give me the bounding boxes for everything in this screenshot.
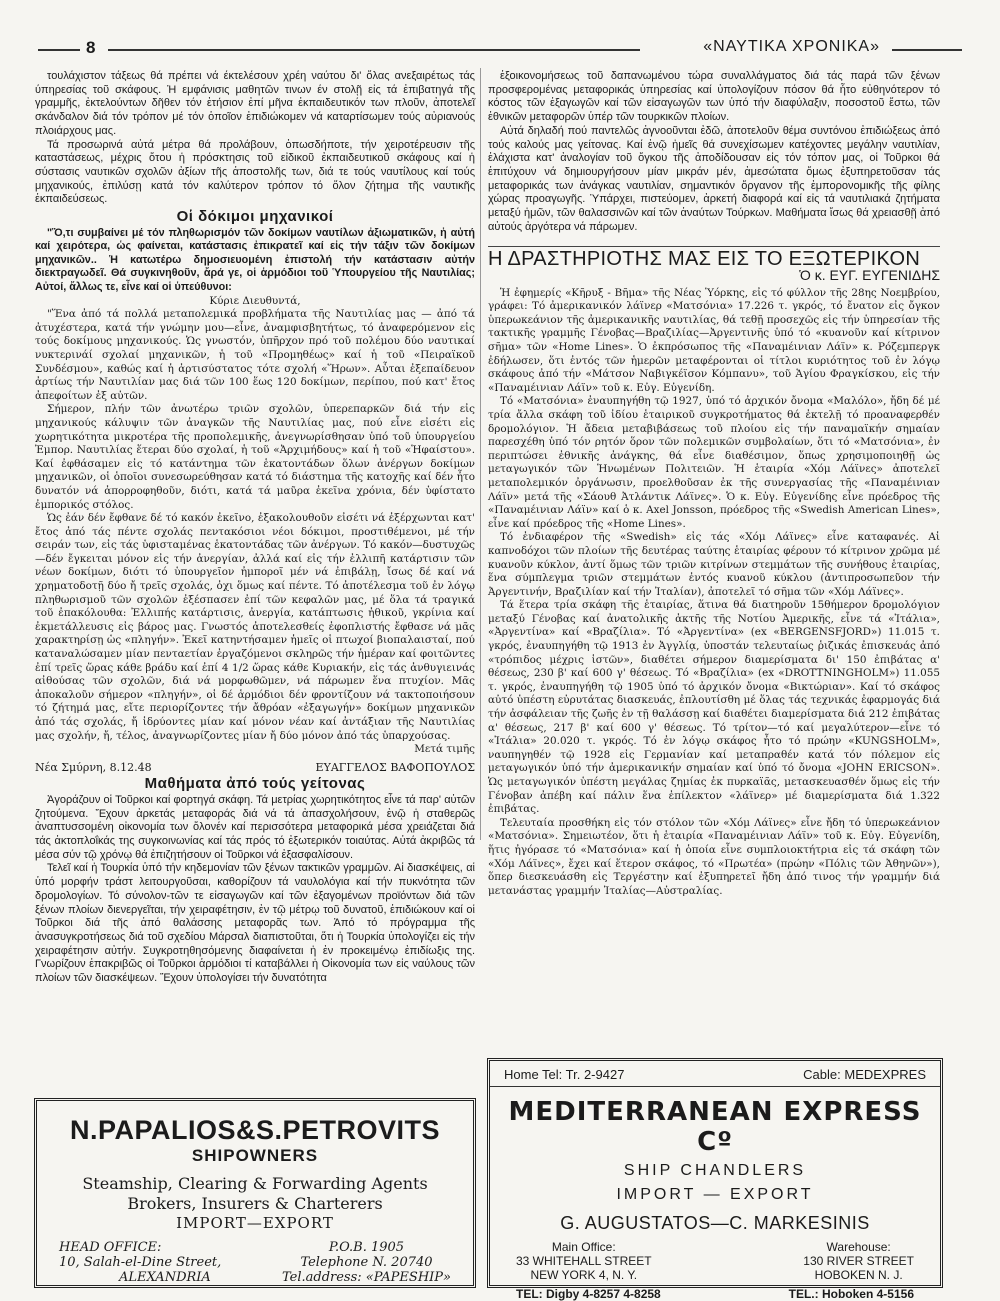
- paragraph: τουλάχιστον τάξεως θά πρέπει νά έκτελέσουν χρέη ναύτου δι' ὅλας ανεξαιρέτως τάς ύπηρεσίας τοῦ σκάφους. Ἡ εμφάνισις μαθητῶν τινων έν στολῇ εἰς τά ἐπιβατηγά τῆς γραμμῆς, ἐκτελούντων δῆθεν τόν ἐτήσιον ἐπί μῆνα ἐκπαιδευτικόν των πλοῦν, ἀποτελεῖ σκάνδαλον διά τόν τρόπον μέ τόν ὁποῖον ἐπιδιώκομεν νά καταρτίσωμεν τούς αὐριανούς πλοιάρχους μας.: [35, 70, 475, 137]
- ad-services-line: Steamship, Clearing & Forwarding Agents: [82, 1174, 428, 1193]
- paragraph: Αὐτά δηλαδή πού παντελῶς ἀγνοοῦνται ἐδῶ, ἀποτελοῦν θέμα συντόνου ἐπιδιώξεως ἀπό τούς καλούς μας γείτονας. Καί ἐνῷ ἡμεῖς θά συνεχίσωμεν κατέχοντες μεγάλην ναυτιλίαν, ἐλάχιστα κατ' ἀναλογίαν τοῦ ὄγκου τῆς ἀποδίδουσαν εἰς τόν τόπον μας, οἱ Τοῦρκοι θά ἐπιτύχουν νά δημιουργήσουν μίαν μικράν μέν, ἀμεσώτατα ὅμως ἐξυπηρετοῦσαν τάς μεταφορικάς των ἀνάγκας ναυτιλίαν, σημαντικόν ὄργανον τῆς ἐμπορονομικῆς τῆς φίλης χώρας προαγωγῆς. Ὑπάρχει, πιστεύομεν, ἀρκετή διαφορά καί εἰς τά ναυτιλιακά ζητήματα μεταξύ ἡμῶν, τῶν θαλασσινῶν καί τῶν ἀναύτων Τούρκων. Μαθήματα ἴσως θά χρειασθῇ ἀπό αὐτούς ἀργότερα νά πάρωμεν.: [488, 124, 940, 233]
- header-rule-middle: [108, 49, 640, 51]
- ad-telephones: [490, 1282, 940, 1301]
- paragraph: Τό «Ματσόνια» ἐναυπηγήθη τῷ 1927, ὑπό τό ἀρχικόν ὄνομα «Μαλόλο», ἤδη δέ μέ τρία ἄλλα σκάφη τοῦ ἰδίου ἑταιρικοῦ συγκροτήματος θά ἐκτελῇ τό προαναφερθέν δρομολόγιον. Ἡ ἄδεια μεταβιβάσεως τοῦ πλοίου εἰς τήν παναμαϊκήν σημαίαν παρεσχέθη ὑπό τόν ρητόν ὅρον τῶν πολεμικῶν συμβολαίων, ὅτι τό «Ματσόνια», ἐν περιπτώσει ἐθνικῆς ἀνάγκης, θά εἶνε διαθέσιμον, ὅπως χρησιμοποιηθῇ ὡς μεταγωγικόν τῶν Ἡνωμένων Πολιτειῶν. Ἡ ἑταιρία «Χόμ Λάϊνες» ἀποτελεῖ μεταπολεμικόν ὀργάνωσιν, προελθοῦσαν ἐκ τῆς συνεργασίας τῆς «Παναμέινιαν Λάϊν» μετά τῆς «Σάουθ Ἀτλάντικ Λάϊνες». Ὁ κ. Εὐγ. Εὐγενίδης εἶνε πρόεδρος τῆς «Παναμέινιαν Λάϊν» καί ὁ κ. Axel Jonsson, πρόεδρος τῆς «Swedish American Lines», εἶνε καί πρόεδρος τῆς «Home Lines».: [488, 395, 940, 530]
- main-office-label: Main Office:: [551, 1240, 616, 1254]
- ad-company-name: MEDITERRANEAN EXPRESS Cº: [508, 1097, 922, 1157]
- paragraph: Ὡς ἐάν δέν ἔφθανε δέ τό κακόν ἐκεῖνο, ἐξακολουθοῦν εἰσέτι νά ἐξέρχωνται κατ' ἔτος ἀπό τάς πέντε σχολάς πεντακόσιοι νέοι δόκιμοι, προστιθέμενοι, μέ τήν σειράν των, εἰς τάς ὑφισταμένας ἑκατοντάδας τῶν ἀνέργων. Τό κακόν—δυστυχῶς—δέν ἔγκειται μόνον εἰς τήν ἀνεργίαν, ἀλλά καί εἰς τήν ἐλλιπῆ κατάρτισιν τῶν νέων δοκίμων, διότι τό ὑπουργεῖον ἠμποροῖ μέν νά ἐπιβάλῃ, ἴσως δέ καί νά χρηματοδοτῇ δύο ἤ τρεῖς σχολάς, ὀχι ὅμως καί πέντε. Τό ἀποτέλεσμα τοῦ ἐν λόγῳ πληθωρισμοῦ τῶν σχολῶν ἐξέσπασεν ἐπί τῶν κεφαλῶν μας, μέ ὅλα τά τραγικά τοῦ ἐπακόλουθα: Ἐλλιπής κατάρτισις, ἀνεργία, κατάπτωσις ἠθικοῦ, γκρίνια καί ἐκμετάλλευσις εἰς βάρος μας. Γνωστός ἀποτελεσθείς ἐφοπλιστής ἔφθασε νά μᾶς χαρακτηρίσῃ ὡς «πληγήν». Ἐκεῖ κατηντήσαμεν ἡμεῖς οἱ πτωχοί βιοπαλαισταί, πού καταναλώσαμεν μίαν πενταετίαν ἐργαζόμενοι σκληρῶς τήν ἡμέραν καί φοιτῶντες ἐπί τρεῖς ὥρας κάθε βράδυ καί ἐπί 4 1/2 ὥρας κάθε Κυριακήν, εἰς τάς ἀνθυγιεινάς αἰθούσας τῶν σχολῶν, διά νά μορφωθῶμεν, νά πάρωμεν ἕνα πτυχίον. Μᾶς ἀποκαλοῦν σήμερον «πληγήν», οἱ δέ ἁρμόδιοι δέν φροντίζουν νά τακτοποιήσουν τό ζήτημά μας, εἴτε περιορίζοντες τήν ἄθρόαν «ἐξαγωγήν» δοκίμων μηχανικῶν ἀπό τάς σχολάς, ἤ ἱδρύοντες μίαν καί μόνον νέαν καί ἀντάξιαν τῆς Ναυτιλίας μας σχολήν, ἤ, τέλος, ἀναγνωρίζοντες μίαν ἤ δύο μόνον ἀπό τάς ὑπαρχούσας.: [35, 512, 475, 742]
- paragraph: Τό ἐνδιαφέρον τῆς «Swedish» εἰς τάς «Χόμ Λάϊνες» εἶνε καταφανές. Αἱ καπνοδόχοι τῶν πλοίων τῆς δευτέρας ταύτης ἑταιρίας φέρουν τό κίτρινον χρῶμα μέ κυανοῦν κύκλον, ἀντί ὅμως τῶν τριῶν κιτρίνων στεμμάτων τῆς συνήθους ἑταιρίας, ἕνα σύμπλεγμα τριῶν στεμμάτων ἐντός κυανοῦ κύκλου (ἀντιπροσωπεῦον τήν Ἀργεντινήν, Βραζιλίαν καί τήν Ἰταλίαν), ἀποτελεῖ τό σῆμα τῶν «Χόμ Λάϊνες».: [488, 531, 940, 598]
- ad-contact: [282, 1240, 451, 1285]
- warehouse-label: Warehouse:: [826, 1240, 891, 1254]
- publication-title: «ΝΑΥΤΙΚΑ ΧΡΟΝΙΚΑ»: [703, 38, 880, 55]
- main-office: [516, 1240, 652, 1282]
- place-date: Νέα Σμύρνη, 8.12.48: [35, 760, 152, 774]
- paragraph: Σήμερον, πλήν τῶν ἀνωτέρω τριῶν σχολῶν, ὑπερεπαρκῶν διά τήν εἰς μηχανικούς κάλυψιν τῶν ἀναγκῶν τῆς Ναυτιλίας μας, πού εἶνε εἰσέτι εἰς χωρητικότητα μικροτέρα τῆς προπολεμικῆς, ἀνεγνωρίσθησαν ὑπό τοῦ ὑπουργείου Ἐμπορ. Ναυτιλίας ἕτεραι δύο σχολαί, ἡ τοῦ «Ἀρχιμήδους» καί ἡ τοῦ «Ἡφαίστου». Καί ἐφθάσαμεν εἰς τό κατάντημα τῶν ἑκατοντάδων ὅλων ἀνέργων δοκίμων μηχανικῶν, οἱ ὁποῖοι συνεσωρεύθησαν κατά τό διάστημα τῆς κατοχῆς καί δέν ἦτο δυνατόν νά ἀπορροφηθοῦν, διότι, κατά τά μαῦρα ἐκεῖνα χρόνια, δέν ὑφίστατο ἐμπορικός στόλος.: [35, 403, 475, 511]
- right-column: [488, 70, 940, 897]
- ad-company-name: N.PAPALIOS&S.PETROVITS: [69, 1115, 441, 1145]
- signature-line: [35, 761, 475, 775]
- paragraph: Ἀγοράζουν οἱ Τοῦρκοι καί φορτηγά σκάφη. Τά μετρίας χωρητικότητος εἶνε τά παρ' αὐτῶν ζητούμενα. Ἔχουν ἀρκετάς μεταφοράς διά νά τά ἀπασχολήσουν, ἐνῷ ἡ σταθερῶς ἀναπτυσσομένη οἰκονομία των ὅλονέν καί περισσότερα μεταφορικά μέσα χρειάζεται διά τάς ἀκτοπλοΐκάς της συγκοινωνίας καί τάς πρός τό ἐξωτερικόν τοιαύτας. Αὐτά ἀκριβῶς τά μέσα σύν τῷ χρόνῳ θά ἐπιζητήσουν οἱ Τοῦρκοι νά ἐξασφαλίσουν.: [35, 793, 475, 861]
- bold-intro: "Ὅ,τι συμβαίνει μέ τόν πληθωρισμόν τῶν δοκίμων ναυτίλων ἀξιωματικῶν, ἡ αὐτή καί χειρότερα, ὡς φαίνεται, κατάστασις ἐπικρατεῖ καί εἰς τήν τάξιν τῶν δοκίμων μηχανικῶν.. Ἡ κατωτέρω δημοσιευομένη ἐπιστολή τήν κατάστασιν αὐτήν διεκτραγωδεῖ. Θά συγκινηθοῦν, ἄρά γε, οἱ ἁρμόδιοι τοῦ Ὑπουργείου τῆς Ναυτιλίας; Αὐτοί, ἄλλως τε, εἶνε καί οἱ ὑπεύθυνοι:: [35, 226, 475, 293]
- letter-author: ΕΥΑΓΓΕΛΟΣ ΒΑΦΟΠΟΥΛΟΣ: [315, 760, 475, 774]
- continued-text: [488, 70, 940, 234]
- header-rule-right: [892, 49, 962, 51]
- paragraph: Τά ἕτερα τρία σκάφη τῆς ἑταιρίας, ἅτινα θά διατηροῦν 15θήμερον δρομολόγιον μεταξύ Γένοβας καί ἀνατολικῆς ἀκτῆς τῆς Νοτίου Ἀμερικῆς, εἶνε τά «Ἰτάλια», «Ἀργεντίνα» καί «Βραζίλια». Τό «Ἀργεντίνα» (ex «BERGENSFJORD») 11.015 τ. γκρός, ἐναυπηγήθη τῷ 1913 ἐν Ἀγγλίᾳ, ὑποστάν τελευταίως ῥιζικάς ἐπισκευάς ἀπό «τρόπιδος μέχρις ἱστῶν», διαθέτει σήμερον διαμερίσματα δι' 150 ἐπιβάτας α' θέσεως, 230 β' καί 600 γ' θέσεως. Τό «Βραζίλια» (ex «DROTTNINGHOLM») 11.055 τ. γκρός, ἐναυπηγήθη τῷ 1905 ὑπό τό ἀρχικόν ὄνομα «Βικτώριαν». Καί τό σκάφος αὐτό ὑπέστη εὐρυτάτας διασκευάς, ἐπλουτίσθη μέ ὅλας τάς τεχνικάς ἐφαρμογάς διά τήν ἀσφάλειαν τῆς ζωῆς ἐν τῇ θαλάσσῃ καί διαθέτει διαμερίσματα διά 212 ἐπιβάτας α' θέσεως, 217 β' καί 600 γ' θέσεως. Τό τρίτον—τό καί μεγαλύτερον—εἶνε τό «Ἰτάλια» 20.020 τ. γκρός. Τό ἐν λόγῳ σκάφος ἦτο τό πρώην «KUNGSHOLM», ναυπηγηθέν τῷ 1928 εἰς Γερμανίαν καί μεταπραθέν κατά τόν πόλεμον εἰς μεταγωγικόν ὑπό τήν ἀμερικανικήν σημαίαν καί ὑπό τό ὄνομα «JOHN ERICSON». Ὡς μεταγωγικόν ὑπέστη μεγάλας ζημίας ἐκ πυρκαϊᾶς, μετασκευασθέν ὅμως εἰς τήν Γένοβαν ἀπέβη καί πάλιν ἕνα ἐπίλεκτον «λάϊνερ» μέ διαμερίσματα διά 1.322 ἐπιβάτας.: [488, 599, 940, 816]
- paragraph: Ἡ ἐφημερίς «Κῆρυξ - Βῆμα» τῆς Νέας Ὑόρκης, εἰς τό φύλλον τῆς 28ης Νοεμβρίου, γράφει: Τό ἀμερικανικόν λάϊνερ «Ματσόνια» 17.226 τ. γκρός, τό ἔνατον εἰς ὄγκον ὑπερωκεάνιον τῆς ἀμερικανικῆς ναυτιλίας, θά τεθῇ προσεχῶς εἰς τήν ὑπηρεσίαν τῆς τακτικῆς γραμμῆς Γένοβας—Βραζιλίας—Ἀργεντινῆς ὑπό τό «κυανοῦν καί κίτρινον σῆμα» τῶν «Home Lines». Ὁ ἐκπρόσωπος τῆς «Παναμέινιαν Λάϊν» κ. Ρόζεμπεργκ ἐδήλωσεν, ὅτι ἐντός τῶν ἡμερῶν μεταφέρονται οἱ τίτλοι κυριότητος τοῦ ἐν λόγῳ σκάφους ἀπό τήν «Μάτσον Ναβιγκέϊσον Κόμπανυ», τοῦ Ἁγίου Φραγκίσκου, εἰς τήν «Παναμέινιαν Λάϊν» τοῦ κ. Εὐγ. Εὐγενίδη.: [488, 286, 940, 394]
- main-office-city: NEW YORK 4, N. Y.: [530, 1268, 638, 1282]
- cable: Cable: MEDEXPRES: [803, 1067, 926, 1082]
- salutation: Κύριε Διευθυντά,: [209, 294, 301, 307]
- paragraph: Τελευταία προσθήκη εἰς τόν στόλον τῶν «Χόμ Λάϊνες» εἶνε ἤδη τό ὑπερωκεάνιον «Ματσόνια». Σημειωτέον, ὅτι ἡ ἑταιρία «Παναμέινιαν Λάϊν» τοῦ κ. Εὐγ. Εὐγενίδη, ἥτις ἠγόρασε τό «Ματσόνια» καί ἡ ὁποία εἶνε συμπλοιοκτήτρια εἰς τά σκάφη τῶν «Χόμ Λάϊνες», ἔχει καί ἕτερον σκάφος, τό «Πρωτέα» (πρώην «Πόλις τῶν Ἀθηνῶν»), ὅπερ διεσκευάσθη εἰς Τεργέστην καί ἐξυπηρετεῖ ἤδη ἀπό τινος τήν γραμμήν διά μετανάστας γραμμήν Ἰταλίας—Αὐστραλίας.: [488, 816, 940, 897]
- warehouse-street: 130 RIVER STREET: [803, 1254, 914, 1268]
- article-author: Ὁ κ. ΕΥΓ. ΕΥΓΕΝΙΔΗΣ: [799, 267, 940, 284]
- head-office-street: 10, Salah-el-Dine Street,: [59, 1255, 222, 1270]
- page-header: [38, 38, 962, 62]
- ad-owners: G. AUGUSTATOS—C. MARKESINIS: [560, 1213, 870, 1233]
- lessons-text: [35, 794, 475, 986]
- ad-addresses: [490, 1234, 940, 1282]
- ad-top-bar: [490, 1061, 940, 1087]
- ad-shipowners: SHIPOWNERS: [191, 1146, 319, 1165]
- heading-abroad: Η ΔΡΑΣΤΗΡΙΟΤΗΣ ΜΑΣ ΕΙΣ ΤΟ ΕΞΩΤΕΡΙΚΟΝ: [488, 246, 940, 267]
- warehouse-city: HOBOKEN N. J.: [814, 1268, 903, 1282]
- warehouse-tel: TEL.: Hoboken 4-5156: [788, 1287, 914, 1301]
- pob: P.O.B. 1905: [328, 1240, 405, 1255]
- intro-text: [35, 70, 475, 207]
- heading-engineers: Οἱ δόκιμοι μηχανικοί: [176, 208, 334, 226]
- left-column: [35, 70, 475, 985]
- tel-address: Tel.address: «PAPESHIP»: [281, 1270, 451, 1285]
- ad-mediterranean-express: [487, 1058, 943, 1301]
- ad-import-export: IMPORT — EXPORT: [616, 1186, 814, 1203]
- ad-import-export: IMPORT—EXPORT: [176, 1214, 334, 1232]
- ad-ship-chandlers: SHIP CHANDLERS: [623, 1162, 807, 1179]
- paragraph: "Ἕνα ἀπό τά πολλά μεταπολεμικά προβλήματα τῆς Ναυτιλίας μας — ἀπό τά ἀτυχέστερα, κατά τήν γνώμην μου—εἶνε, ἀναμφισβητήτως, τό ἀναφερόμενον εἰς τούς δοκίμους μηχανικούς. Ὡς γνωστόν, ὑπῆρχον πρό τοῦ πολέμου δύο ναυτικαί νυκτερινάί σχολαί μηχανικῶν, ἡ τοῦ «Προμηθέως» καί ἡ τοῦ «Πειραϊκοῦ Συνδέσμου», καθώς καί ἡ ἀρτισύστατος τότε σχολή «Ἥρων». Αὗται ἐξεπαίδευον ἀρτίως τήν Ναυτιλίαν μας διά τῶν 100 ἕως 120 δοκίμων, περίπου, πού κατ' ἔτος ἀπεφοίτων ἐξ αὐτῶν.: [35, 308, 475, 402]
- telephone: Telephone N. 20740: [300, 1255, 433, 1270]
- head-office-city: ALEXANDRIA: [119, 1270, 211, 1285]
- page-number: 8: [86, 38, 96, 57]
- warehouse: [803, 1240, 914, 1282]
- ad-services: [37, 1174, 473, 1214]
- paragraph: ἐξοικονομήσεως τοῦ δαπανωμένου τώρα συναλλάγματος διά τάς παρά τῶν ξένων προσφερομένας μεταφορικάς ὑπηρεσίας καί ὑπολογίζουν πόσον θά ἦτο εὐθηνότερον τό κόστος τῶν ἐξαγωγῶν καί τῶν εἰσαγωγῶν των ὑπό τήν διαφύλαξιν, ποσοστοῦ ἔστω, τῶν ἐθνικῶν μεταφορῶν ὑπέρ τῶν τουρκικῶν πλοίων.: [488, 70, 940, 124]
- ad-services-line: Brokers, Insurers & Charterers: [127, 1194, 383, 1213]
- ad-footer: [37, 1232, 473, 1285]
- paragraph: Τά προσωρινά αὐτά μέτρα θά προλάβουν, ὁπωσδήποτε, τήν χειροτέρευσιν τῆς καταστάσεως, μέχρις ὅτου ἡ πρόσκτησις τοῦ εἰδικοῦ ἐκπαιδευτικοῦ σκάφους καί ἡ σύστασις ναυτικῶν σχολῶν ἀξίων τῆς ἀποστολῆς των, διά τε τούς ναυτίλους καί τούς μηχανικούς, ἐπιλύσῃ κατά τόν καλύτερον τρόπον τό ὅλον ζήτημα τῆς ναυτικῆς ἐκπαιδεύσεως.: [35, 138, 475, 206]
- home-tel: Home Tel: Tr. 2-9427: [504, 1067, 625, 1082]
- column-divider: [480, 68, 481, 840]
- main-tel: TEL: Digby 4-8257 4-8258: [516, 1287, 661, 1301]
- ad-papalios-petrovits: [34, 1098, 476, 1288]
- paragraph: Τελεῖ καί ἡ Τουρκία ὑπό τήν κηδεμονίαν τῶν ξένων τακτικῶν γραμμῶν. Αἱ διασκέψεις, αἱ ὑπό μορφήν τράστ λειτουργοῦσαι, καθορίζουν τά ναυλολόγια καί τήν πυκνότητα τῶν δρομολογίων. Τό σύνολον-τῶν τε εἰσαγωγῶν καί τῶν ἐξαγομένων προϊόντων διά τῶν ξένων πλοίων διενεργεῖται, τήν χειραφέτησιν, ἐν τῷ μέτρῳ τοῦ δυνατοῦ, ἐπιδιώκουν καί οἱ Τοῦρκοι διά τῆς ἀπό θαλάσσης μεταφορᾶς των. Ἀπό τό πρόγραμμα τῆς ἀνασυγκροτήσεως διά τοῦ σχεδίου Μάρσαλ διαπιστοῦται, ὅτι ἡ Τουρκία ὑπολογίζει εἰς τήν χειραφέτησιν αὐτήν. Συγκροτηθησόμενης διαφαίνεται ἡ ἐν προκειμένῳ ἐπιδίωξις της. Γνωρίζουν ἐπακριβῶς οἱ Τοῦρκοι ἁρμόδιοι τί καταβάλλει ἡ Οἰκονομία των εἰς ναύλους τῶν πλοίων τῶν διασκέψεων. Ἔχουν ὑπολογίσει τήν δυνατότητα: [35, 862, 475, 985]
- heading-lessons: Μαθήματα ἀπό τούς γείτονας: [144, 775, 366, 793]
- header-rule-left: [38, 49, 80, 51]
- head-office-label: HEAD OFFICE:: [59, 1240, 162, 1255]
- closing: Μετά τιμῆς: [414, 743, 475, 756]
- main-office-street: 33 WHITEHALL STREET: [516, 1254, 652, 1268]
- ad-head-office: [59, 1240, 221, 1285]
